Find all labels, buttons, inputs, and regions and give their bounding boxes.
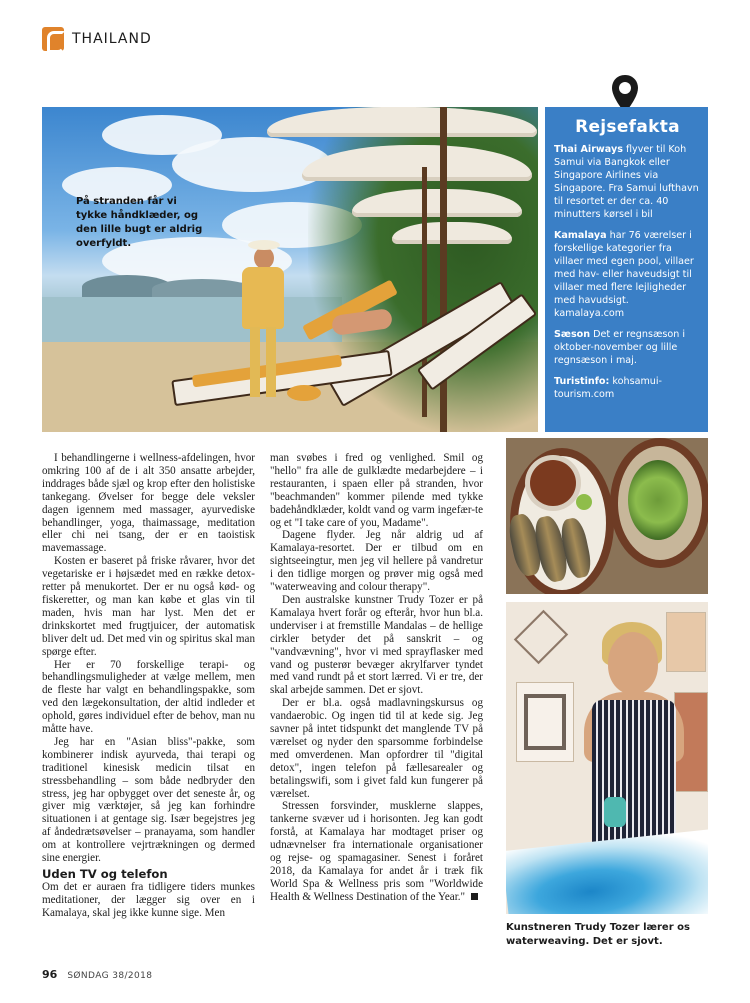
fact-airline: Thai Airways flyver til Koh Samui via Bangkok eller Singapore Airlines via Singapore. Fra Samui lufthavn til resortet er der ca. 40 minutters kørsel i bil xyxy=(554,144,699,220)
paragraph: Om det er auraen fra tidligere tiders munkes meditationer, der lægger sig over en i Kamalaya, skal jeg ikke kunne sige. Men xyxy=(42,881,255,919)
paragraph: Jeg har en "Asian bliss"-pakke, som kombinerer indisk ayurveda, thai terapi og traditionel kinesisk medicin tilsat en stressbehandling – som både nedbryder den stress, jeg har opbygget over det seneste år, og giver mig værktøjer, så jeg kan forhindre situationen i at gentage sig. Især begejstres jeg af åndedrætsøvelser – pranayama, som handler om at kontrollere vejrtrækningen og dermed sine energier. xyxy=(42,735,255,865)
food-photo xyxy=(506,438,708,594)
subheading: Uden TV og telefon xyxy=(42,867,168,881)
artist-photo-caption: Kunstneren Trudy Tozer lærer os waterweaving. Det er sjovt. xyxy=(506,922,690,947)
fact-season: Sæson Det er regnsæson i oktober-november og lille regnsæson i maj. xyxy=(554,329,686,366)
page-footer xyxy=(42,968,152,981)
fact-tourist-info: Turistinfo: kohsamui-tourism.com xyxy=(554,376,663,400)
article-column-1 xyxy=(42,452,255,920)
paragraph: Stressen forsvinder, musklerne slappes, tankerne svæver ud i horisonten. Jeg kan godt forstå, at Kamalaya har modtaget priser og udnævnelser fra internationale organisationer og rejse- og spamagasiner. Senest i foråret 2018, da Kamalaya for andet år i træk fik World Spa & Wellness pris som "Worldwide Health & Wellness Destination of the Year." xyxy=(270,800,483,903)
paragraph: Her er 70 forskellige terapi- og behandlingsmuligheder at vælge mellem, men de fleste har valgt en behandlingspakke, som ved den lægekonsultation, der altid indleder et ophold, gøres individuel efter de behov, man nu måtte have. xyxy=(42,658,255,736)
hero-caption: På stranden får vi tykke håndklæder, og den lille bugt er aldrig overfyldt. xyxy=(76,196,203,249)
travel-facts-title: Rejsefakta xyxy=(575,117,680,137)
article-column-2 xyxy=(270,452,483,904)
s-logo-icon xyxy=(42,27,64,51)
section-title: THAILAND xyxy=(72,31,152,47)
page-header xyxy=(42,26,152,52)
paragraph: Den australske kunstner Trudy Tozer er på Kamalaya hvert forår og efterår, hvor hun bl.a. underviser i at fremstille Mandalas – de hellige cirkler betyder det på sanskrit – og "vandvævning", hvor vi med sprayflasker med vand og pusterør bevæger akrylfarver tyndet med vand rundt på et stort lærred. Vi er tre, der skal arbejde sammen. Det er sjovt. xyxy=(270,593,483,697)
end-mark-icon xyxy=(471,893,478,900)
beach-photo xyxy=(42,107,538,432)
paragraph: Kosten er baseret på friske råvarer, hvor det vegetariske er i højsædet med en række detox-retter på menukortet. Der er nu også kød- og fiskeretter, og man kan købe et glas vin til maden, hvis man har lyst. Men det er drinkskortet med frugtjuicer, der automatisk bliver delt ud. Det med vin og spiritus skal man spørge efter. xyxy=(42,555,255,658)
fact-hotel: Kamalaya har 76 værelser i forskellige kategorier fra villaer med egen pool, villaer med hav- eller haveudsigt til villaer med flere lejligheder med havudsigt. kamalaya.com xyxy=(554,230,694,319)
paragraph: man svøbes i fred og venlighed. Smil og "hello" fra alle de gulklædte medarbejdere – i restauranten, i spaen eller på stranden, hvor "beachmanden" kommer pilende med tykke badehåndklæder, koldt vand og varm ingefær-te og et "I take care of you, Madame". xyxy=(270,452,483,529)
artist-photo xyxy=(506,602,708,914)
travel-facts-box xyxy=(545,107,708,432)
paragraph: Dagene flyder. Jeg når aldrig ud af Kamalaya-resortet. Der er tilbud om en sightseeingtur, men jeg vil hellere på vandretur i den tidlige morgen og prøver mig også med "waterweaving and colour therapy". xyxy=(270,529,483,594)
issue-label: SØNDAG 38/2018 xyxy=(67,971,153,981)
page-number: 96 xyxy=(42,968,58,981)
paragraph: I behandlingerne i wellness-afdelingen, hvor omkring 100 af de i alt 350 ansatte arbejder, inddrages både sjæl og krop efter den holistiske tankegang. Øvelser for begge dele veksler dagen igennem med massager, ayurvediske behandlinger, yoga, thaimassage, meditation eller chi nei tsang, der er en taoistisk mavemassage. xyxy=(42,452,255,555)
paragraph: Der er bl.a. også madlavningskursus og vandaerobic. Og ingen tid til at kede sig. Jeg savner på intet tidspunkt det manglende TV på værelset og nyder den sparsomme forbindelse med omverdenen. Man opfordrer til "digital detox", ingen telefon på fællesarealer og betalingswifi, som i givet fald kun fungerer på værelset. xyxy=(270,697,483,800)
